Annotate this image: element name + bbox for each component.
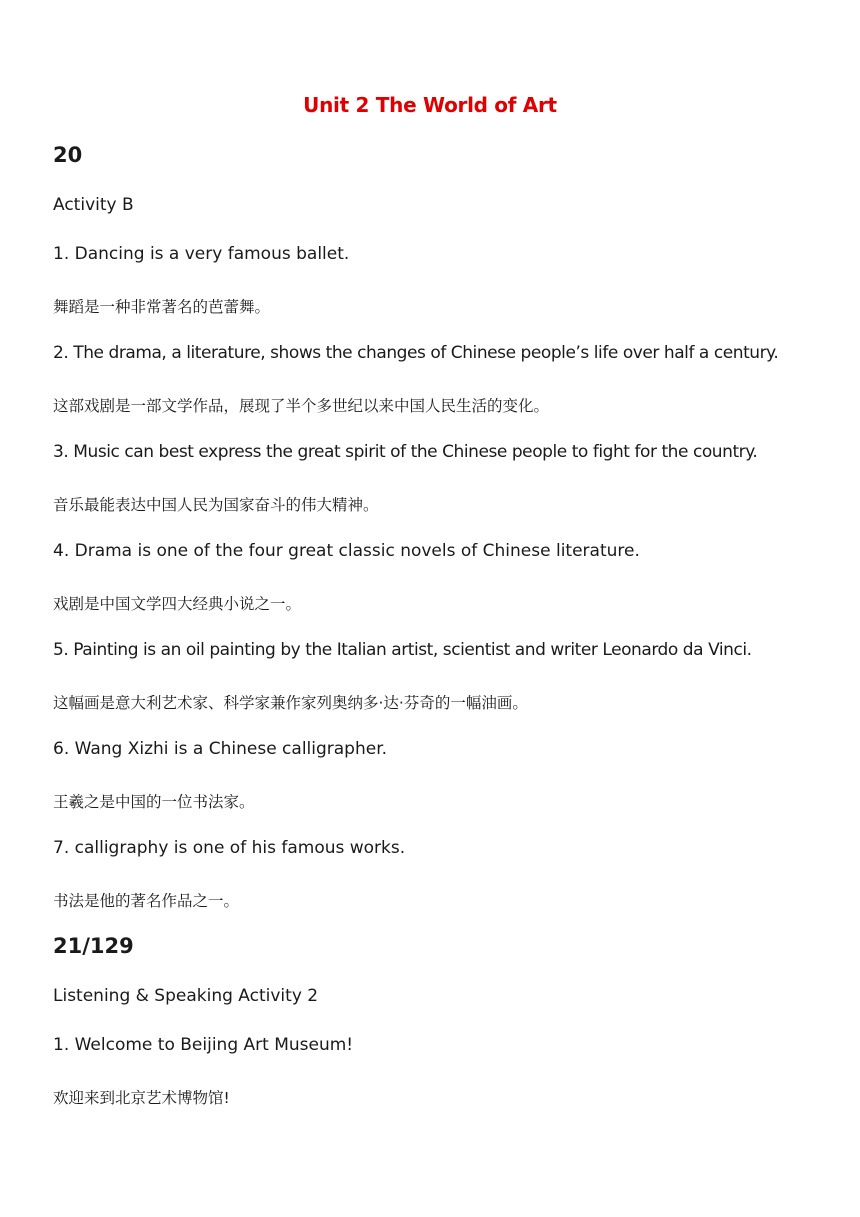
sentence-english-2: 2. The drama, a literature, shows the changes of Chinese people’s life over half a century. [53,343,779,363]
sentence-chinese-7: 书法是他的著名作品之一。 [53,892,240,910]
page-number-heading-2: 21/129 [53,934,134,958]
sentence-english-5: 5. Painting is an oil painting by the Italian artist, scientist and writer Leonardo da Vinci. [53,640,752,660]
activity-label-2: Listening & Speaking Activity 2 [53,986,319,1006]
sentence-english-7: 7. calligraphy is one of his famous works. [53,838,406,858]
sentence-chinese-8: 欢迎来到北京艺术博物馆! [53,1089,230,1107]
page-number-heading: 20 [53,143,83,167]
sentence-english-1: 1. Dancing is a very famous ballet. [53,244,350,264]
activity-label: Activity B [53,195,134,215]
sentence-chinese-1: 舞蹈是一种非常著名的芭蕾舞。 [53,298,271,316]
document-title: Unit 2 The World of Art [303,93,557,117]
sentence-english-3: 3. Music can best express the great spirit of the Chinese people to fight for the country. [53,442,758,462]
sentence-chinese-6: 王羲之是中国的一位书法家。 [53,793,255,811]
sentence-english-8: 1. Welcome to Beijing Art Museum! [53,1035,354,1055]
sentence-chinese-5: 这幅画是意大利艺术家、科学家兼作家列奥纳多·达·芬奇的一幅油画。 [53,694,528,712]
sentence-english-4: 4. Drama is one of the four great classic novels of Chinese literature. [53,541,640,561]
sentence-chinese-4: 戏剧是中国文学四大经典小说之一。 [53,595,302,613]
sentence-chinese-3: 音乐最能表达中国人民为国家奋斗的伟大精神。 [53,496,379,514]
sentence-chinese-2: 这部戏剧是一部文学作品，展现了半个多世纪以来中国人民生活的变化。 [53,397,550,415]
sentence-english-6: 6. Wang Xizhi is a Chinese calligrapher. [53,739,388,759]
